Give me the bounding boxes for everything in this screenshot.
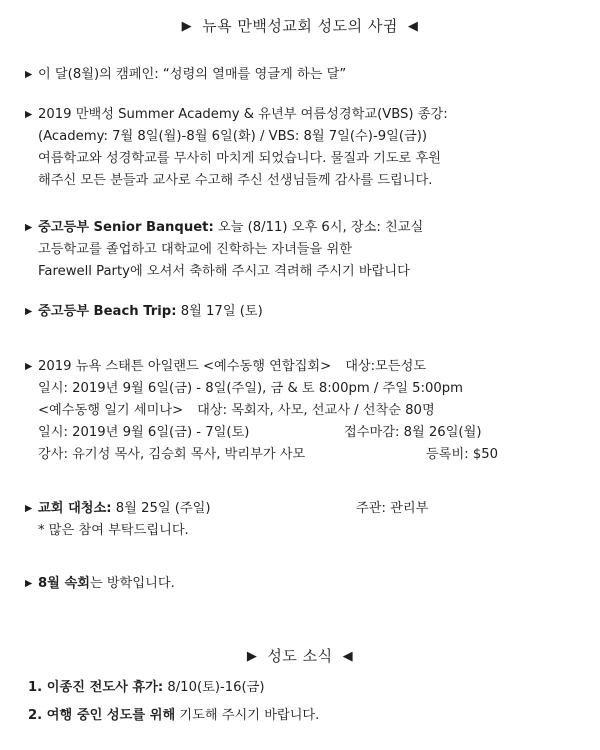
staten-schedule: 일시: 2019년 9월 6일(금) - 8일(주일), 금 & 토 8:00pm / 주일 5:00pm bbox=[38, 381, 464, 396]
staten-island-item bbox=[25, 356, 588, 466]
news-item-1 bbox=[28, 677, 588, 699]
cell-group-item bbox=[25, 573, 588, 595]
cleaning-date: 8월 25일 (주일) bbox=[111, 501, 211, 516]
cleaning-note: * 많은 참여 부탁드립니다. bbox=[38, 523, 189, 538]
beach-trip-item bbox=[25, 301, 588, 323]
beach-trip-label: 중고등부 Beach Trip: bbox=[38, 304, 177, 319]
left-triangle-icon: ◀ bbox=[407, 19, 419, 34]
left-triangle-icon: ◀ bbox=[342, 649, 354, 664]
seminar-deadline: 접수마감: 8월 26일(월) bbox=[344, 425, 482, 440]
academy-line-4: 해주신 모든 분들과 교사로 수고해 주신 선생님들께 감사를 드립니다. bbox=[38, 173, 433, 188]
cleaning-host: 주관: 관리부 bbox=[356, 501, 429, 516]
cleaning-item bbox=[25, 498, 588, 542]
academy-line-2: (Academy: 7월 8일(월)-8월 6일(화) / VBS: 8월 7일(수)-9일(금)) bbox=[38, 129, 428, 144]
bullet-icon: ▶ bbox=[25, 109, 33, 120]
campaign-label: 이 달(8월)의 캠페인: bbox=[38, 67, 159, 82]
news-item-text: 기도해 주시기 바랍니다. bbox=[175, 708, 320, 723]
section-header bbox=[0, 15, 600, 36]
staten-title: 2019 뉴욕 스태튼 아일랜드 <예수동행 연합집회> bbox=[38, 359, 332, 374]
news-header bbox=[0, 645, 600, 666]
seminar-fee: 등록비: $50 bbox=[426, 447, 499, 462]
seminar-audience: 대상: 목회자, 사모, 선교사 / 선착순 80명 bbox=[197, 403, 435, 418]
banquet-detail: 오늘 (8/11) 오후 6시, 장소: 친교실 bbox=[213, 220, 424, 235]
banquet-line-2: 고등학교를 졸업하고 대학교에 진학하는 자녀들을 위한 bbox=[38, 242, 352, 257]
seminar-dates: 일시: 2019년 9월 6일(금) - 7일(토) bbox=[38, 425, 250, 440]
academy-line-1: 2019 만백성 Summer Academy & 유년부 여름성경학교(VBS) 종강: bbox=[38, 107, 448, 122]
academy-item bbox=[25, 104, 588, 192]
cell-group-label: 8월 속회 bbox=[38, 576, 90, 591]
banquet-label: 중고등부 Senior Banquet: bbox=[38, 220, 214, 235]
staten-audience: 대상:모든성도 bbox=[345, 359, 427, 374]
bullet-icon: ▶ bbox=[25, 361, 33, 372]
campaign-text: “성령의 열매를 영글게 하는 달” bbox=[162, 67, 347, 82]
banquet-item bbox=[25, 217, 588, 283]
bullet-icon: ▶ bbox=[25, 503, 33, 514]
academy-line-3: 여름학교와 성경학교를 무사히 마치게 되었습니다. 물질과 기도로 후원 bbox=[38, 151, 441, 166]
news-title: 성도 소식 bbox=[267, 647, 333, 665]
seminar-speakers: 강사: 유기성 목사, 김승회 목사, 박리부가 사모 bbox=[38, 447, 306, 462]
right-triangle-icon: ▶ bbox=[246, 649, 258, 664]
bullet-icon: ▶ bbox=[25, 306, 33, 317]
cell-group-text: 는 방학입니다. bbox=[89, 576, 175, 591]
right-triangle-icon: ▶ bbox=[181, 19, 193, 34]
bullet-icon: ▶ bbox=[25, 69, 33, 80]
bullet-icon: ▶ bbox=[25, 578, 33, 589]
beach-trip-date: 8월 17일 (토) bbox=[176, 304, 263, 319]
news-item-text: 8/10(토)-16(금) bbox=[163, 680, 265, 695]
bullet-icon: ▶ bbox=[25, 222, 33, 233]
news-item-2 bbox=[28, 705, 588, 727]
cleaning-label: 교회 대청소: bbox=[38, 501, 112, 516]
news-item-label: 1. 이종진 전도사 휴가: bbox=[28, 680, 164, 695]
banquet-line-3: Farewell Party에 오셔서 축하해 주시고 격려해 주시기 바랍니다 bbox=[38, 264, 410, 279]
campaign-item bbox=[25, 64, 588, 86]
seminar-title: <예수동행 일기 세미나> bbox=[38, 403, 184, 418]
section-title: 뉴욕 만백성교회 성도의 사귐 bbox=[202, 17, 398, 35]
news-item-label: 2. 여행 중인 성도를 위해 bbox=[28, 708, 176, 723]
